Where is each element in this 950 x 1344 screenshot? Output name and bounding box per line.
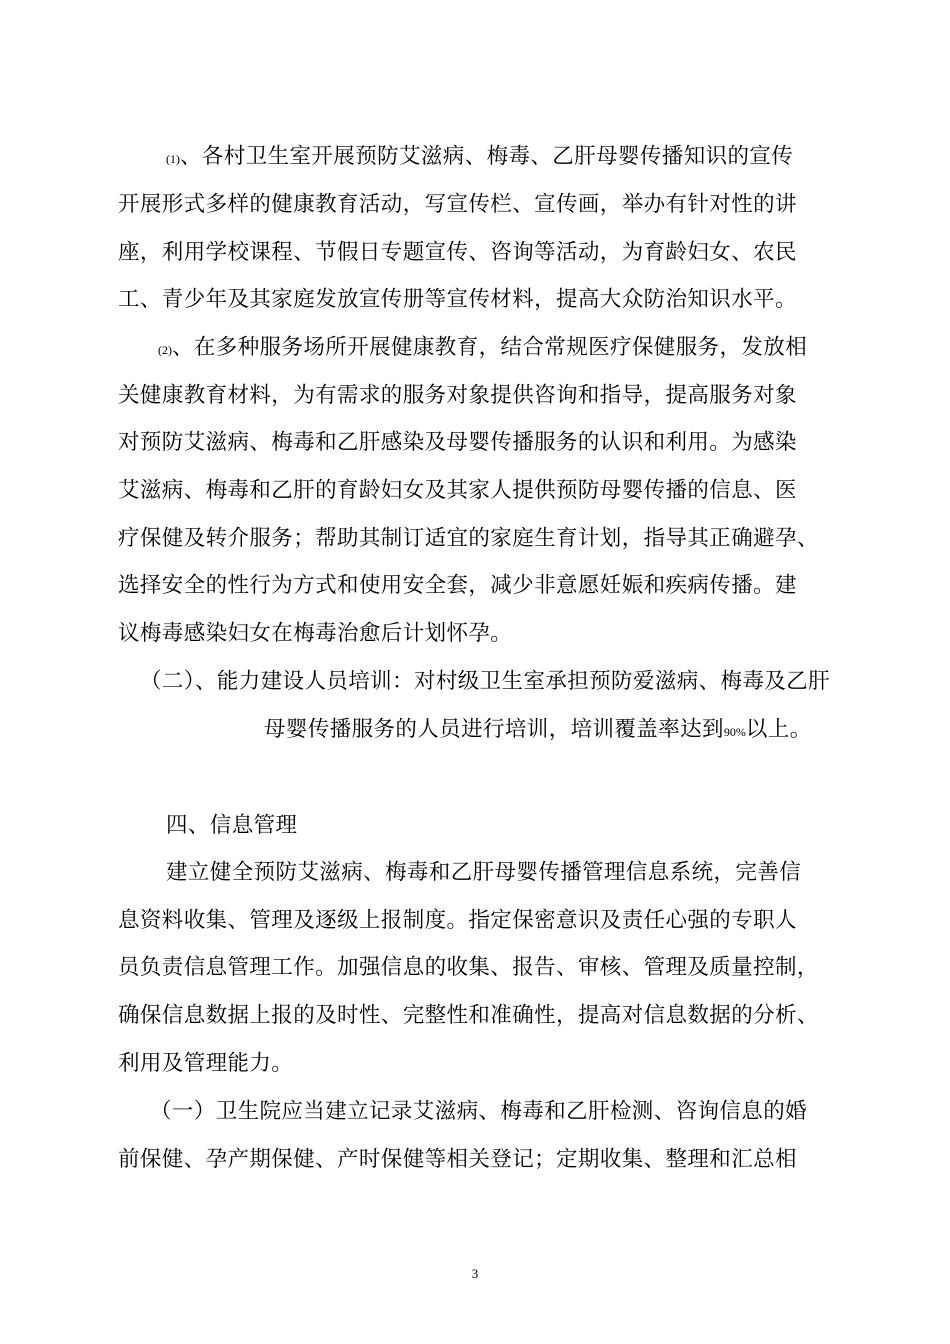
paragraph-line: 议梅毒感染妇女在梅毒治愈后计划怀孕。 (118, 621, 513, 646)
paragraph-line: 员负责信息管理工作。加强信息的收集、报告、审核、管理及质量控制， (118, 955, 819, 980)
paragraph-line: 息资料收集、管理及逐级上报制度。指定保密意识及责任心强的专职人 (118, 908, 797, 933)
coverage-percent: 90% (723, 725, 746, 739)
paragraph-line: 关健康教育材料，为有需求的服务对象提供咨询和指导，提高服务对象 (118, 383, 797, 408)
paragraph-line: 确保信息数据上报的及时性、完整性和准确性，提高对信息数据的分析、 (118, 1003, 819, 1028)
page-number: 3 (471, 1266, 479, 1281)
item1-line (166, 142, 793, 174)
paragraph-line: 前保健、孕产期保健、产时保健等相关登记；定期收集、整理和汇总相 (118, 1147, 797, 1172)
section2-text-end: 以上。 (745, 717, 812, 742)
paragraph-line: 选择安全的性行为方式和使用安全套，减少非意愿妊娠和疾病传播。建 (118, 573, 797, 598)
paragraph-line: 座，利用学校课程、节假日专题宣传、咨询等活动，为育龄妇女、农民 (118, 240, 797, 265)
item2-text: 、在多种服务场所开展健康教育，结合常规医疗保健服务，发放相 (172, 335, 808, 360)
paragraph-line: 建立健全预防艾滋病、梅毒和乙肝母婴传播管理信息系统，完善信 (166, 860, 802, 885)
paragraph-line: 工、青少年及其家庭发放宣传册等宣传材料，提高大众防治知识水平。 (118, 287, 797, 312)
section-heading: 四、信息管理 (166, 813, 298, 838)
item2-number: (2) (158, 343, 172, 357)
paragraph-line: 利用及管理能力。 (118, 1051, 294, 1076)
section2-line2 (264, 715, 812, 747)
paragraph-line: 对预防艾滋病、梅毒和乙肝感染及母婴传播服务的认识和利用。为感染 (118, 430, 797, 455)
paragraph-line: 开展形式多样的健康教育活动，写宣传栏、宣传画，举办有针对性的讲 (118, 192, 797, 217)
item1-number: (1) (166, 152, 180, 166)
paragraph-line: 艾滋病、梅毒和乙肝的育龄妇女及其家人提供预防母婴传播的信息、医 (118, 478, 797, 503)
item1-text: 、各村卫生室开展预防艾滋病、梅毒、乙肝母婴传播知识的宣传 (180, 144, 794, 169)
section2-heading-line: （二）、能力建设人员培训：对村级卫生室承担预防爱滋病、梅毒及乙肝 (140, 669, 831, 694)
paragraph-line: 疗保健及转介服务；帮助其制订适宜的家庭生育计划，指导其正确避孕、 (118, 526, 819, 551)
item2-line (158, 333, 807, 365)
section2-text: 母婴传播服务的人员进行培训，培训覆盖率达到 (264, 717, 724, 742)
paragraph-line: （一）卫生院应当建立记录艾滋病、梅毒和乙肝检测、咨询信息的婚 (150, 1099, 808, 1124)
